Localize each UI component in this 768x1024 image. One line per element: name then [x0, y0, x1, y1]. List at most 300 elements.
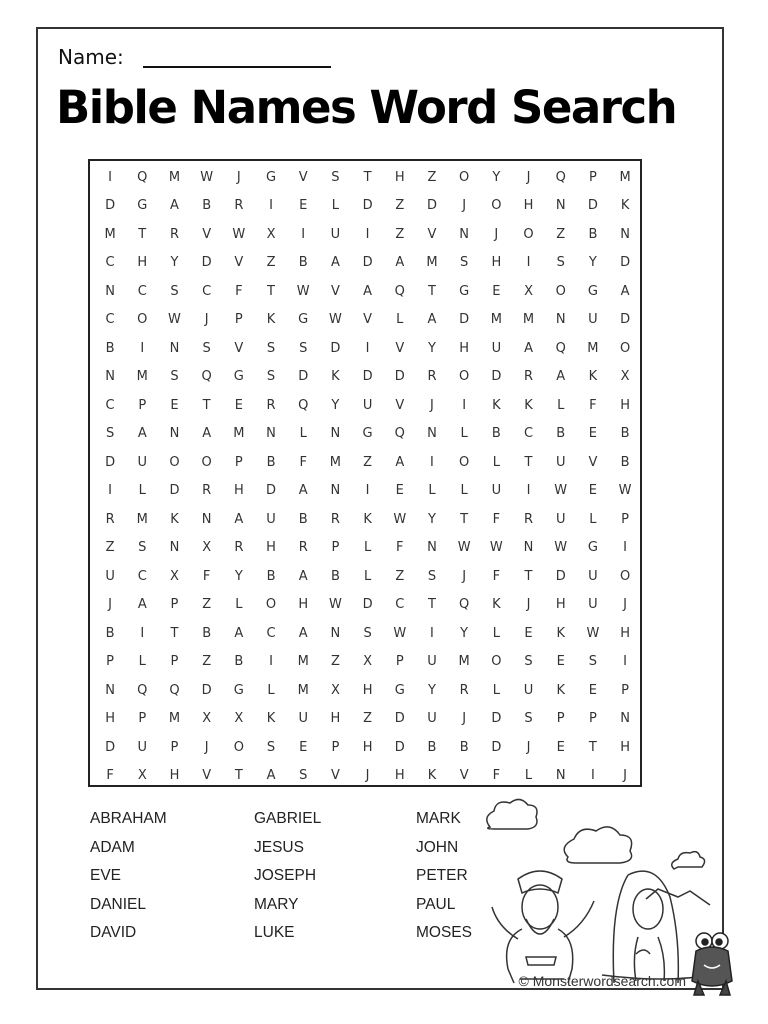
grid-letter: S	[331, 169, 340, 185]
grid-letter: M	[587, 340, 599, 356]
grid-letter: F	[492, 768, 501, 784]
grid-letter: X	[330, 682, 340, 698]
cloud-icon	[564, 827, 631, 863]
grid-letter: W	[586, 625, 600, 641]
name-line	[143, 66, 331, 68]
grid-letter: V	[588, 454, 598, 470]
grid-letter: E	[492, 283, 501, 299]
grid-letter: I	[140, 625, 145, 641]
grid-letter: D	[426, 198, 437, 214]
grid-letter: H	[620, 625, 630, 641]
grid-letter: R	[330, 511, 340, 527]
grid-letter: U	[588, 568, 598, 584]
grid-letter: H	[105, 711, 115, 727]
grid-letter: X	[524, 283, 533, 299]
grid-letter: B	[330, 568, 340, 584]
word-list-item: MARK	[416, 810, 461, 827]
grid-letter: L	[331, 198, 340, 214]
grid-letter: A	[524, 340, 533, 356]
grid-letter: K	[170, 511, 179, 527]
grid-letter: A	[363, 283, 373, 299]
word-list-item: MARY	[254, 895, 299, 913]
grid-letter: I	[430, 454, 434, 470]
grid-letter: L	[557, 397, 565, 413]
grid-letter: D	[201, 682, 212, 698]
grid-letter: H	[491, 255, 502, 271]
grid-letter: Z	[556, 226, 566, 242]
grid-letter: A	[234, 625, 244, 641]
grid-letter: O	[233, 739, 244, 755]
grid-letter: T	[460, 511, 469, 527]
grid-letter: S	[138, 540, 147, 556]
grid-letter: I	[301, 226, 306, 242]
grid-letter: A	[427, 312, 437, 328]
grid-letter: R	[524, 511, 534, 527]
grid-letter: O	[265, 597, 277, 613]
grid-letter: J	[236, 169, 241, 185]
grid-letter: B	[556, 426, 566, 442]
word-list-item: JOSEPH	[254, 867, 317, 884]
word-list-item: DAVID	[90, 924, 137, 941]
grid-letter: K	[620, 198, 630, 214]
grid-letter: K	[266, 312, 276, 328]
word-list-item: LUKE	[254, 924, 295, 941]
grid-letter: B	[266, 568, 276, 584]
grid-letter: Z	[105, 540, 115, 556]
grid-letter: B	[105, 340, 115, 356]
grid-letter: B	[266, 454, 276, 470]
grid-letter: U	[298, 711, 308, 727]
grid-letter: R	[459, 682, 469, 698]
grid-letter: P	[170, 654, 179, 670]
grid-letter: K	[363, 511, 372, 527]
grid-letter: K	[556, 682, 565, 698]
grid-letter: R	[105, 511, 115, 527]
grid-letter: B	[202, 198, 212, 214]
grid-letter: V	[330, 768, 340, 784]
grid-letter: R	[202, 483, 212, 499]
grid-letter: I	[623, 654, 628, 670]
grid-letter: H	[394, 768, 405, 784]
grid-letter: O	[137, 312, 148, 328]
grid-letter: X	[202, 711, 212, 727]
grid-letter: C	[395, 597, 405, 613]
grid-letter: A	[137, 597, 147, 613]
grid-letter: D	[587, 198, 598, 214]
grid-letter: H	[137, 255, 148, 271]
grid-letter: D	[330, 340, 341, 356]
grid-letter: L	[235, 597, 243, 613]
grid-letter: J	[494, 226, 499, 242]
grid-letter: B	[459, 739, 469, 755]
grid-letter: P	[234, 312, 243, 328]
grid-letter: F	[492, 511, 501, 527]
grid-letter: D	[362, 255, 373, 271]
grid-letter: B	[427, 739, 437, 755]
grid-letter: X	[620, 369, 630, 385]
word-list-column-3	[416, 805, 472, 948]
word-list-item: PAUL	[416, 895, 456, 913]
grid-letter: J	[623, 768, 628, 784]
grid-letter: C	[137, 568, 147, 584]
grid-letter: Y	[588, 255, 597, 271]
grid-letter: D	[394, 739, 405, 755]
grid-letter: M	[297, 654, 309, 670]
grid-letter: U	[588, 597, 598, 613]
grid-letter: P	[395, 654, 404, 670]
grid-letter: A	[298, 483, 308, 499]
grid-letter: Y	[331, 397, 340, 413]
grid-letter: V	[395, 340, 405, 356]
grid-letter: H	[555, 597, 566, 613]
grid-letter: D	[266, 483, 277, 499]
grid-letter: C	[105, 397, 115, 413]
grid-letter: M	[136, 511, 148, 527]
grid-letter: G	[394, 682, 405, 698]
grid-letter: U	[523, 682, 534, 698]
grid-letter: J	[430, 397, 434, 413]
grid-letter: T	[524, 454, 533, 470]
grid-letter: U	[137, 454, 148, 470]
grid-letter: I	[365, 340, 370, 356]
grid-letter: D	[201, 255, 212, 271]
grid-letter: K	[492, 397, 501, 413]
grid-letter: E	[588, 426, 598, 442]
grid-letter: Y	[234, 568, 243, 584]
grid-letter: K	[266, 711, 276, 727]
grid-letter: Z	[202, 597, 212, 613]
grid-letter: N	[266, 426, 276, 442]
grid-letter: D	[105, 198, 116, 214]
grid-letter: T	[363, 169, 372, 185]
grid-letter: G	[587, 540, 598, 556]
grid-letter: B	[202, 625, 212, 641]
grid-letter: Y	[427, 682, 436, 698]
grid-letter: V	[459, 768, 469, 784]
grid-letter: U	[427, 654, 437, 670]
grid-letter: Q	[137, 682, 148, 698]
grid-letter: M	[104, 226, 116, 242]
grid-letter: W	[168, 312, 181, 328]
grid-letter: S	[524, 654, 533, 670]
grid-letter: N	[169, 540, 180, 556]
grid-letter: U	[105, 568, 115, 584]
grid-letter: P	[138, 397, 147, 413]
grid-letter: T	[427, 597, 436, 613]
grid-letter: G	[233, 369, 244, 385]
grid-letter: Y	[492, 169, 501, 185]
grid-letter: O	[555, 283, 566, 299]
grid-letter: P	[556, 711, 565, 727]
grid-letter: J	[462, 198, 467, 214]
grid-letter: L	[363, 540, 372, 556]
grid-letter: M	[458, 654, 470, 670]
grid-letter: S	[427, 568, 437, 584]
grid-letter: S	[170, 283, 179, 299]
grid-letter: L	[492, 682, 500, 698]
grid-letter: I	[269, 198, 273, 214]
grid-letter: Z	[330, 654, 340, 670]
grid-letter: U	[588, 312, 598, 328]
grid-letter: Y	[427, 511, 436, 527]
grid-letter: P	[106, 654, 115, 670]
word-list-item: DANIEL	[90, 895, 146, 913]
grid-letter: B	[491, 426, 501, 442]
grid-letter: I	[108, 483, 113, 499]
grid-letter: I	[623, 540, 628, 556]
grid-letter: J	[462, 711, 467, 727]
grid-letter: L	[267, 682, 275, 698]
grid-letter: D	[169, 483, 180, 499]
grid-letter: Z	[363, 711, 373, 727]
grid-letter: P	[621, 682, 630, 698]
grid-letter: P	[331, 540, 340, 556]
grid-letter: T	[170, 625, 179, 641]
grid-letter: W	[328, 312, 342, 328]
grid-letter: Q	[298, 397, 309, 413]
grid-letter: B	[105, 625, 115, 641]
grid-letter: F	[492, 568, 501, 584]
grid-letter: W	[554, 483, 568, 499]
grid-letter: I	[108, 169, 113, 185]
grid-letter: L	[428, 483, 436, 499]
grid-letter: N	[330, 426, 341, 442]
grid-letter: S	[524, 711, 533, 727]
grid-letter: Z	[202, 654, 212, 670]
grid-letter: H	[169, 768, 180, 784]
grid-letter: T	[234, 768, 243, 784]
grid-letter: S	[299, 768, 308, 784]
grid-letter: M	[136, 369, 148, 385]
grid-letter: L	[524, 768, 533, 784]
word-list-item: JOHN	[416, 838, 459, 856]
grid-letter: N	[105, 682, 115, 698]
worksheet	[36, 27, 724, 990]
grid-letter: I	[140, 340, 145, 356]
grid-letter: J	[204, 739, 209, 755]
grid-letter: S	[266, 739, 276, 755]
grid-letter: N	[555, 312, 566, 328]
grid-letter: D	[620, 312, 631, 328]
grid-letter: S	[299, 340, 308, 356]
grid-letter: N	[427, 540, 437, 556]
grid-letter: W	[200, 169, 214, 185]
grid-letter: Q	[201, 369, 212, 385]
grid-letter: L	[589, 511, 597, 527]
grid-letter: R	[524, 369, 534, 385]
grid-letter: C	[105, 255, 115, 271]
grid-letter: X	[363, 654, 373, 670]
grid-letter: H	[266, 540, 276, 556]
grid-letter: Q	[169, 682, 180, 698]
grid-letter: V	[427, 226, 437, 242]
grid-letter: S	[556, 255, 565, 271]
grid-letter: D	[105, 454, 116, 470]
grid-letter: V	[202, 226, 212, 242]
grid-letter: G	[587, 283, 598, 299]
grid-letter: S	[202, 340, 211, 356]
grid-letter: T	[588, 739, 597, 755]
grid-letter: W	[554, 540, 568, 556]
grid-letter: Y	[460, 625, 469, 641]
grid-letter: G	[298, 312, 309, 328]
grid-letter: Z	[395, 226, 405, 242]
grid-letter: I	[462, 397, 467, 413]
grid-letter: Q	[555, 340, 566, 356]
grid-letter: R	[427, 369, 437, 385]
grid-letter: T	[524, 568, 533, 584]
grid-letter: D	[394, 369, 405, 385]
grid-letter: Z	[266, 255, 276, 271]
grid-letter: A	[234, 511, 244, 527]
cloud-icon	[672, 852, 705, 869]
grid-letter: J	[526, 739, 531, 755]
grid-letter: M	[329, 454, 342, 470]
grid-letter: D	[555, 568, 566, 584]
grid-letter: H	[620, 739, 630, 755]
grid-letter: F	[235, 283, 243, 299]
grid-letter: M	[168, 711, 181, 727]
grid-letter: Q	[459, 597, 470, 613]
grid-letter: E	[299, 739, 308, 755]
grid-letter: Q	[555, 169, 566, 185]
grid-letter: U	[427, 711, 437, 727]
grid-letter: U	[555, 454, 566, 470]
grid-letter: L	[492, 454, 500, 470]
grid-letter: W	[393, 625, 407, 641]
grid-letter: M	[297, 682, 309, 698]
grid-letter: Y	[427, 340, 436, 356]
grid-letter: E	[588, 682, 598, 698]
grid-letter: H	[394, 169, 405, 185]
grid-letter: A	[620, 283, 630, 299]
grid-letter: H	[459, 340, 470, 356]
grid-letter: M	[490, 312, 502, 328]
grid-letter: Z	[363, 454, 373, 470]
grid-letter: G	[459, 283, 470, 299]
grid-letter: N	[555, 198, 566, 214]
grid-letter: E	[524, 625, 533, 641]
grid-letter: N	[523, 540, 534, 556]
grid-letter: E	[395, 483, 404, 499]
grid-letter: H	[523, 198, 534, 214]
grid-letter: E	[556, 654, 565, 670]
grid-letter: M	[619, 169, 631, 185]
grid-letter: V	[363, 312, 373, 328]
grid-letter: P	[234, 454, 243, 470]
grid-letter: S	[266, 369, 276, 385]
grid-letter: N	[105, 283, 115, 299]
grid-letter: L	[460, 483, 468, 499]
grid-letter: B	[298, 255, 308, 271]
word-list-column-1	[90, 805, 167, 948]
grid-letter: N	[620, 226, 630, 242]
grid-letter: T	[267, 283, 275, 299]
page-title: Bible Names Word Search	[56, 81, 677, 134]
grid-letter: D	[491, 711, 502, 727]
grid-letter: B	[620, 454, 630, 470]
grid-letter: I	[590, 768, 595, 784]
word-search-grid	[88, 159, 642, 787]
grid-letter: G	[265, 169, 277, 185]
grid-letter: P	[170, 597, 179, 613]
grid-letter: D	[362, 198, 373, 214]
grid-letter: B	[298, 511, 308, 527]
grid-letter: O	[619, 340, 631, 356]
grid-letter: O	[459, 369, 470, 385]
grid-letter: B	[588, 226, 598, 242]
grid-letter: U	[362, 397, 373, 413]
grid-letter: U	[555, 511, 566, 527]
grid-letter: D	[394, 711, 405, 727]
grid-letter: X	[266, 226, 276, 242]
grid-letter: W	[393, 511, 407, 527]
grid-letter: O	[201, 454, 212, 470]
grid-letter: D	[620, 255, 631, 271]
grid-letter: G	[137, 198, 148, 214]
grid-letter: D	[105, 739, 116, 755]
grid-letter: C	[202, 283, 212, 299]
grid-letter: C	[523, 426, 534, 442]
grid-letter: A	[202, 426, 212, 442]
grid-letter: J	[204, 312, 209, 328]
grid-letter: O	[459, 169, 470, 185]
grid-letter: W	[328, 597, 342, 613]
grid-letter: I	[430, 625, 434, 641]
grid-letter: N	[330, 625, 341, 641]
grid-letter: U	[330, 226, 341, 242]
grid-letter: P	[138, 711, 147, 727]
grid-letter: R	[298, 540, 308, 556]
grid-letter: S	[460, 255, 469, 271]
monster-mascot-icon	[688, 929, 736, 1001]
grid-letter: L	[138, 654, 146, 670]
grid-letter: O	[523, 226, 534, 242]
grid-letter: G	[362, 426, 373, 442]
grid-letter: V	[395, 397, 405, 413]
word-list-item: JESUS	[254, 838, 304, 856]
grid-letter: D	[362, 369, 373, 385]
grid-letter: M	[233, 426, 245, 442]
grid-letter: I	[365, 226, 370, 242]
grid-letter: N	[201, 511, 212, 527]
grid-letter: E	[588, 483, 598, 499]
grid-letter: V	[202, 768, 212, 784]
grid-letter: U	[491, 483, 502, 499]
word-list-item: ABRAHAM	[90, 810, 167, 827]
grid-letter: X	[137, 768, 147, 784]
grid-letter: A	[330, 255, 340, 271]
grid-letter: E	[234, 397, 243, 413]
copyright-credit[interactable]: © Monsterwordsearch.com	[518, 973, 686, 989]
grid-letter: E	[556, 739, 565, 755]
grid-letter: Q	[394, 426, 405, 442]
grid-letter: F	[202, 568, 211, 584]
word-list-item: PETER	[416, 867, 468, 884]
grid-letter: F	[589, 397, 597, 413]
grid-letter: V	[330, 283, 340, 299]
word-list-column-2	[254, 805, 321, 948]
grid-letter: Q	[394, 283, 405, 299]
grid-letter: H	[233, 483, 244, 499]
grid-letter: S	[170, 369, 179, 385]
grid-letter: W	[232, 226, 246, 242]
grid-letter: J	[462, 568, 467, 584]
grid-letter: L	[299, 426, 307, 442]
grid-letter: X	[202, 540, 212, 556]
grid-letter: M	[522, 312, 535, 328]
grid-letter: Y	[170, 255, 179, 271]
